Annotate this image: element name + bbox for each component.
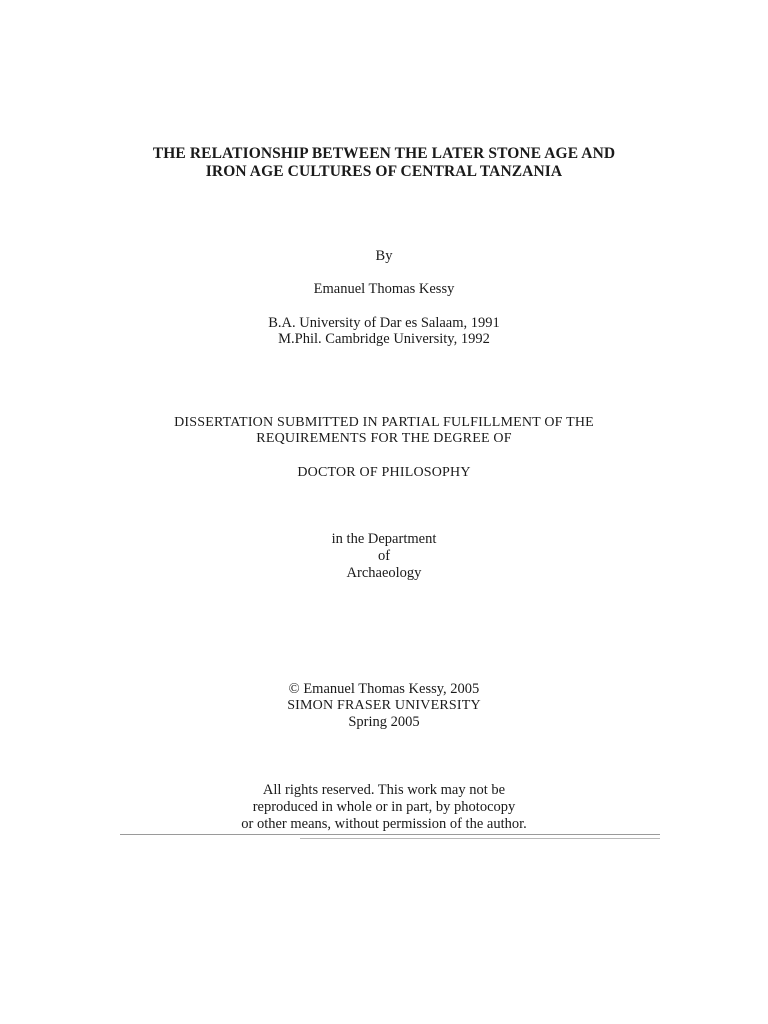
by-label: By [375, 248, 393, 264]
department-line-1: in the Department [331, 531, 437, 547]
submission-statement-line-1: DISSERTATION SUBMITTED IN PARTIAL FULFILLMENT OF THE [174, 415, 594, 430]
thesis-title-line-2: IRON AGE CULTURES OF CENTRAL TANZANIA [205, 163, 563, 180]
scan-artifact-rule-faint [300, 838, 660, 839]
rights-statement-line-3: or other means, without permission of the author. [241, 816, 527, 832]
degree-mphil: M.Phil. Cambridge University, 1992 [278, 331, 490, 347]
author-name: Emanuel Thomas Kessy [313, 281, 455, 297]
degree-ba: B.A. University of Dar es Salaam, 1991 [268, 315, 500, 331]
rights-statement-line-2: reproduced in whole or in part, by photocopy [252, 799, 516, 815]
thesis-title-line-1: THE RELATIONSHIP BETWEEN THE LATER STONE AGE AND [152, 145, 616, 162]
term: Spring 2005 [348, 714, 420, 730]
degree-name: DOCTOR OF PHILOSOPHY [297, 465, 471, 480]
rights-statement-line-1: All rights reserved. This work may not be [262, 782, 506, 798]
department-name: Archaeology [346, 565, 422, 581]
copyright-notice: © Emanuel Thomas Kessy, 2005 [288, 681, 480, 697]
submission-statement-line-2: REQUIREMENTS FOR THE DEGREE OF [256, 431, 512, 446]
department-line-2: of [377, 548, 391, 564]
university-name: SIMON FRASER UNIVERSITY [287, 698, 481, 713]
scan-artifact-rule [120, 834, 660, 835]
